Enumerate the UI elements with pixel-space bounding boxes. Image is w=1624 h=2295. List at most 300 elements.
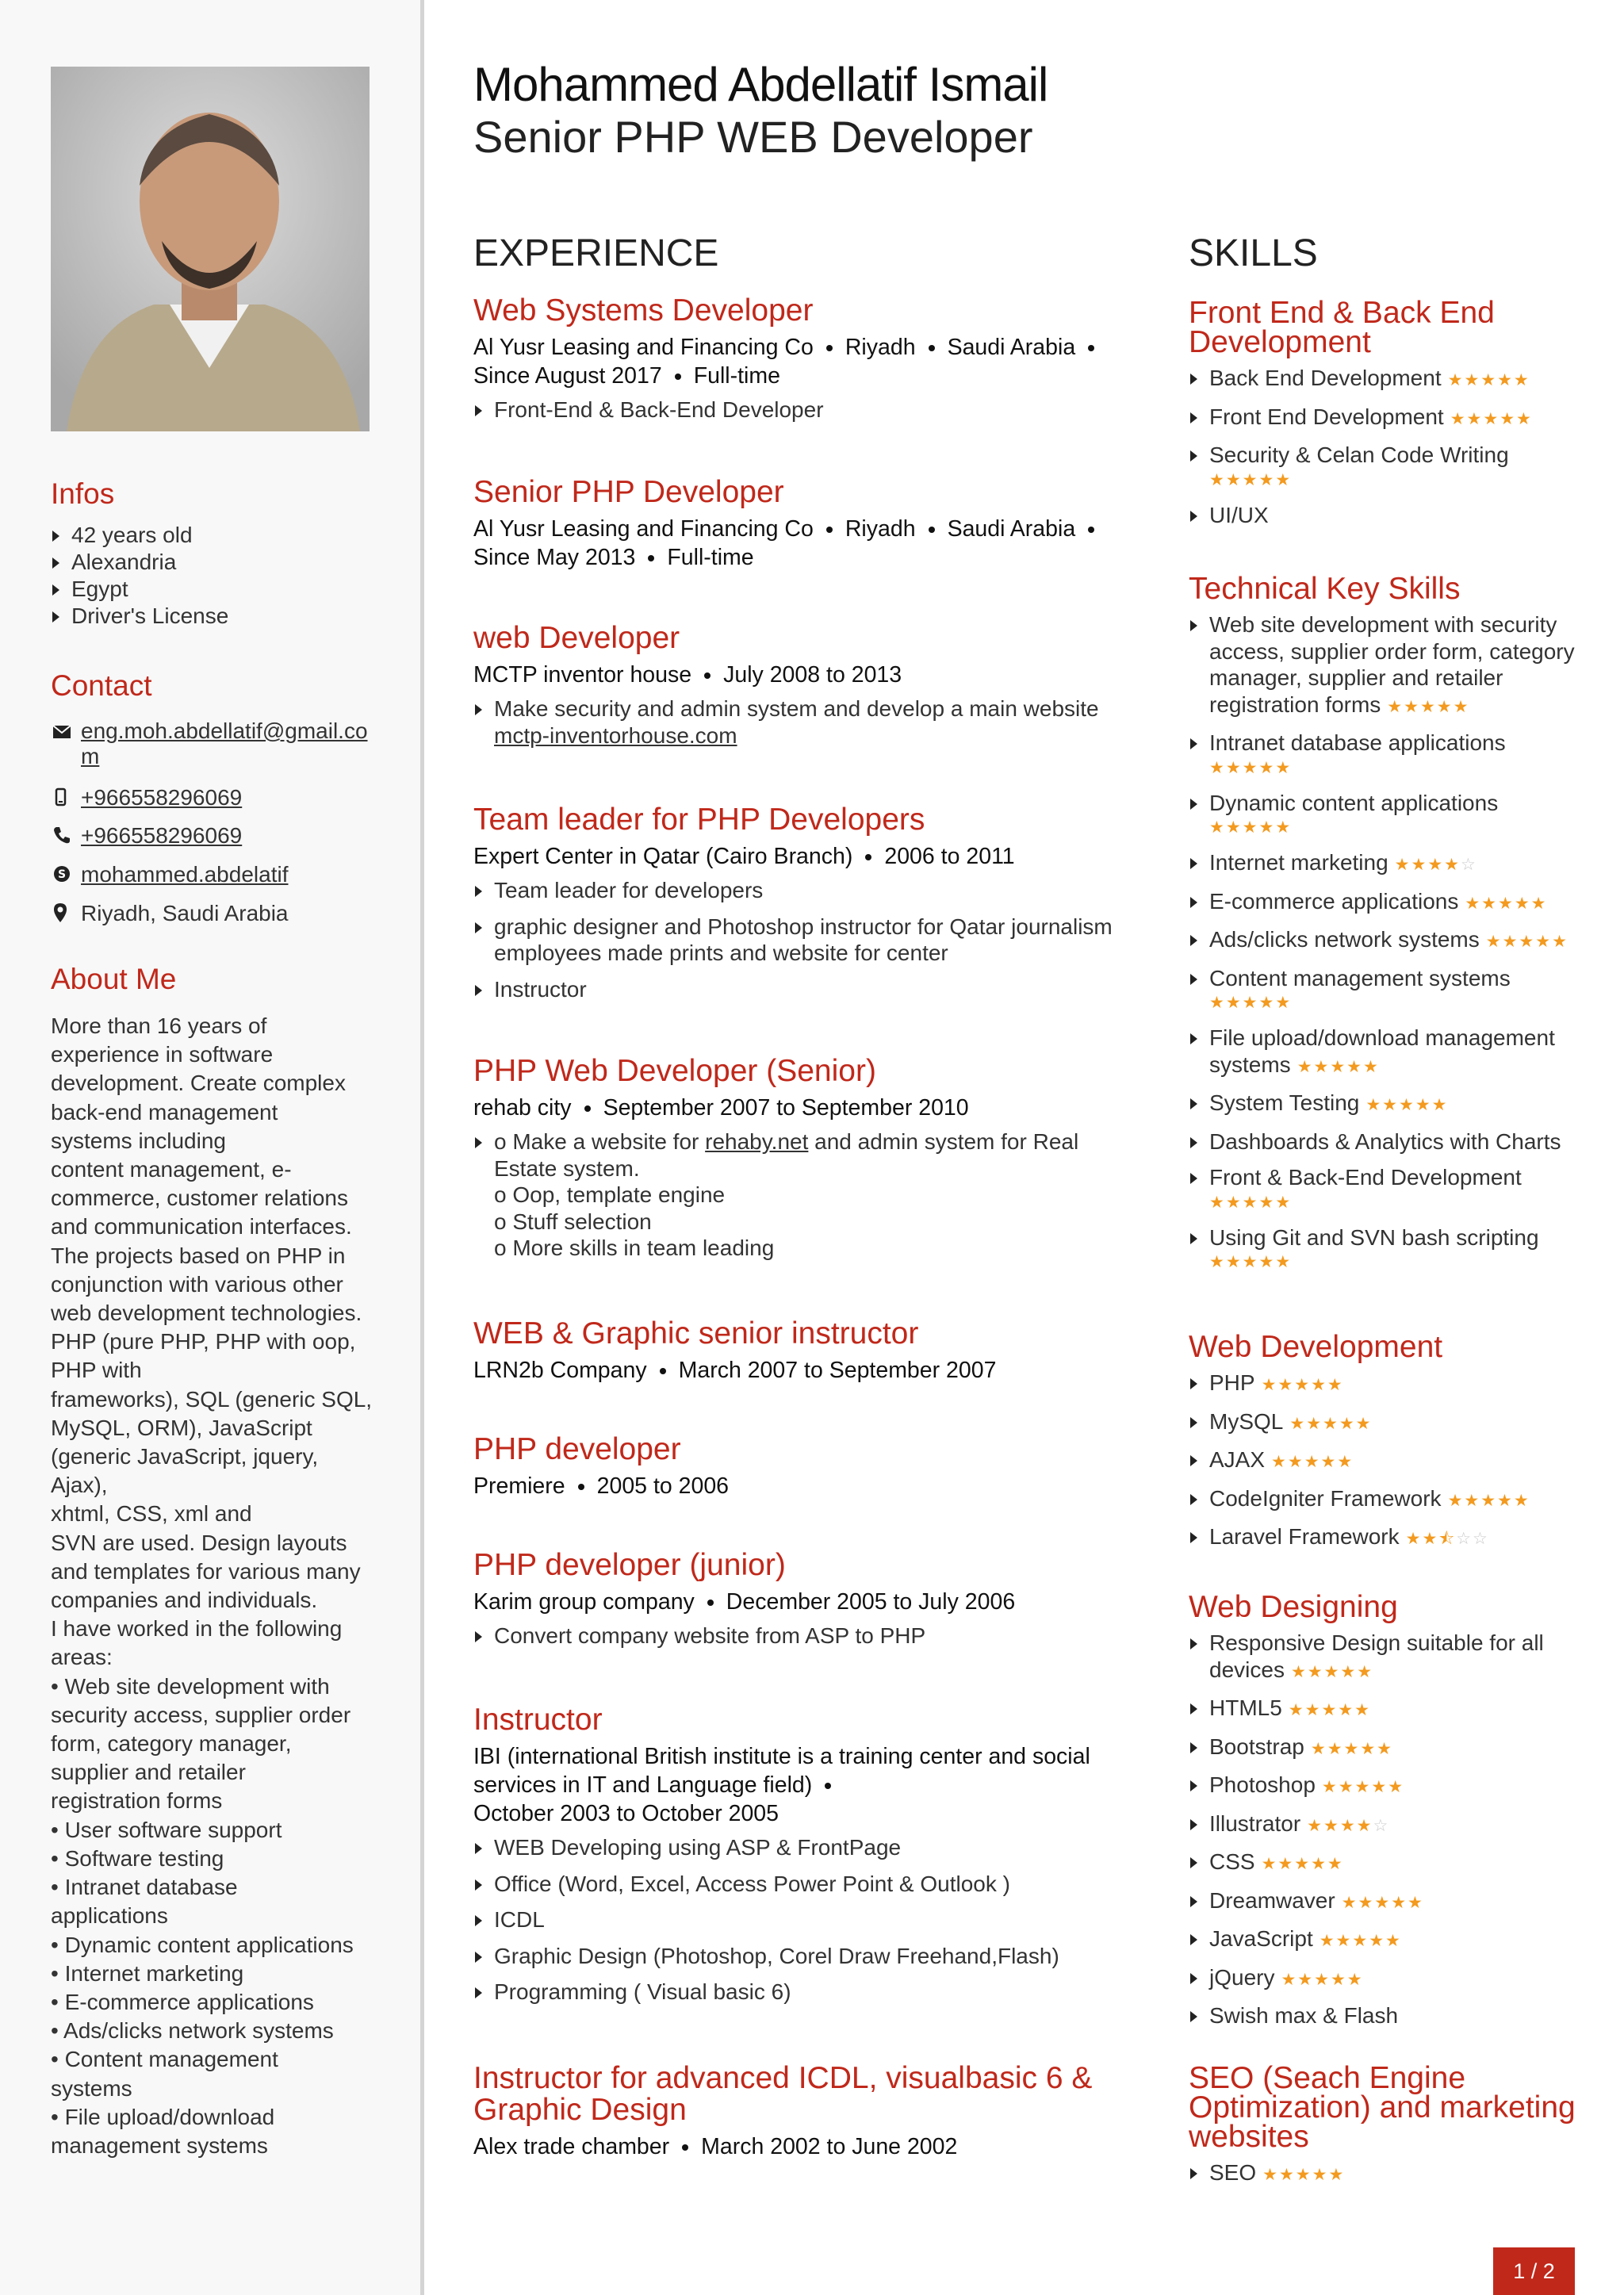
about-title: About Me bbox=[51, 963, 177, 995]
skill-item bbox=[1189, 888, 1577, 918]
skill-item bbox=[1189, 1810, 1577, 1840]
skill-label: File upload/download management systems bbox=[1209, 1025, 1555, 1077]
star-filled-icon: ★ bbox=[1502, 933, 1519, 951]
star-filled-icon: ★ bbox=[1323, 1662, 1341, 1681]
star-filled-icon: ★ bbox=[1289, 1414, 1307, 1433]
phone-icon bbox=[52, 825, 73, 847]
job-title: PHP developer (junior) bbox=[473, 1548, 786, 1582]
dot-separator bbox=[865, 854, 871, 860]
star-filled-icon: ★ bbox=[1275, 758, 1293, 777]
star-rating bbox=[1311, 1740, 1393, 1758]
bullet-arrow-icon bbox=[52, 531, 59, 542]
info-city: Alexandria bbox=[71, 550, 177, 574]
skill-item bbox=[1189, 1849, 1577, 1878]
skill-item bbox=[1189, 730, 1577, 780]
bullet-arrow-icon bbox=[475, 1137, 482, 1148]
bullet-arrow-icon bbox=[475, 1879, 482, 1891]
bullet-arrow-icon bbox=[1190, 450, 1197, 462]
star-rating bbox=[1281, 1971, 1363, 1989]
star-rating bbox=[1209, 1191, 1577, 1215]
star-filled-icon: ★ bbox=[1485, 933, 1503, 951]
skill-label: Using Git and SVN bash scripting bbox=[1209, 1224, 1539, 1250]
dot-separator bbox=[675, 374, 681, 380]
job-period: Since August 2017 bbox=[473, 363, 662, 389]
star-rating bbox=[1262, 1376, 1344, 1394]
star-filled-icon: ★ bbox=[1436, 697, 1454, 716]
skill-item bbox=[1189, 1128, 1577, 1155]
bullet-arrow-icon bbox=[1190, 858, 1197, 869]
dot-separator bbox=[826, 527, 833, 533]
star-filled-icon: ★ bbox=[1271, 1453, 1288, 1471]
star-filled-icon: ★ bbox=[1357, 1662, 1374, 1681]
star-filled-icon: ★ bbox=[1377, 1739, 1393, 1758]
star-filled-icon: ★ bbox=[1352, 1932, 1369, 1950]
star-filled-icon: ★ bbox=[1399, 1096, 1415, 1114]
info-country: Egypt bbox=[71, 577, 128, 601]
job-entry bbox=[473, 295, 1139, 433]
bullet-arrow-icon bbox=[1190, 897, 1197, 908]
skill-item bbox=[1189, 926, 1577, 956]
star-filled-icon: ★ bbox=[1275, 1193, 1293, 1212]
star-filled-icon: ★ bbox=[1275, 818, 1293, 837]
job-country: Saudi Arabia bbox=[947, 335, 1076, 360]
skill-list bbox=[1189, 611, 1577, 1274]
skill-item bbox=[1189, 1630, 1577, 1685]
star-empty-icon: ☆ bbox=[1460, 856, 1477, 874]
skill-item bbox=[1189, 1370, 1577, 1399]
info-license: Driver's License bbox=[71, 603, 229, 628]
star-filled-icon: ★ bbox=[1497, 1491, 1514, 1510]
star-filled-icon: ★ bbox=[1405, 1530, 1423, 1548]
job-title: Senior PHP Developer bbox=[473, 475, 784, 509]
skill-label: Web site development with security access, supplier order form, category manager, supplier and retailer registration forms bbox=[1209, 612, 1575, 717]
bullet-arrow-icon bbox=[1190, 799, 1197, 810]
job-meta bbox=[473, 333, 1139, 390]
star-filled-icon: ★ bbox=[1277, 1855, 1295, 1873]
dot-separator bbox=[707, 1600, 714, 1606]
dot-separator bbox=[825, 1783, 831, 1789]
star-filled-icon: ★ bbox=[1261, 1376, 1278, 1394]
star-filled-icon: ★ bbox=[1483, 409, 1500, 428]
bullet-arrow-icon bbox=[475, 1631, 482, 1642]
star-filled-icon: ★ bbox=[1312, 2166, 1329, 2184]
skype-link[interactable]: mohammed.abdelatif bbox=[81, 862, 289, 887]
star-filled-icon: ★ bbox=[1320, 1453, 1338, 1471]
star-filled-icon: ★ bbox=[1464, 1491, 1481, 1510]
dot-separator bbox=[929, 345, 935, 351]
star-filled-icon: ★ bbox=[1337, 1453, 1354, 1471]
job-bullet bbox=[473, 1943, 1139, 1970]
star-rating bbox=[1289, 1415, 1372, 1433]
skill-label: CSS bbox=[1209, 1849, 1255, 1874]
star-filled-icon: ★ bbox=[1209, 1193, 1226, 1212]
star-filled-icon: ★ bbox=[1356, 1816, 1373, 1835]
star-filled-icon: ★ bbox=[1287, 1453, 1304, 1471]
job-period: December 2005 to July 2006 bbox=[726, 1589, 1016, 1615]
contact-skype[interactable] bbox=[51, 862, 376, 887]
skill-group bbox=[1189, 2063, 1577, 2198]
job-bullet-text: Graphic Design (Photoshop, Corel Draw Freehand,Flash) bbox=[494, 1943, 1059, 1968]
job-period: September 2007 to September 2010 bbox=[603, 1095, 969, 1121]
star-filled-icon: ★ bbox=[1530, 894, 1548, 913]
skill-label: UI/UX bbox=[1209, 502, 1269, 527]
job-entry bbox=[473, 1056, 1139, 1271]
sidebar-divider bbox=[420, 0, 424, 2295]
star-filled-icon: ★ bbox=[1313, 1057, 1331, 1076]
skill-item bbox=[1189, 1408, 1577, 1438]
star-filled-icon: ★ bbox=[1360, 1739, 1377, 1758]
skill-list bbox=[1189, 2159, 1577, 2189]
star-filled-icon: ★ bbox=[1275, 994, 1293, 1012]
star-filled-icon: ★ bbox=[1391, 1893, 1408, 1912]
job-entry bbox=[473, 2063, 1139, 2161]
job-bullet-text: ICDL bbox=[494, 1907, 545, 1932]
job-country: Saudi Arabia bbox=[947, 516, 1076, 542]
dot-separator bbox=[1088, 345, 1094, 351]
infos-title: Infos bbox=[51, 477, 115, 510]
skill-item bbox=[1189, 1090, 1577, 1119]
skill-label: Security & Celan Code Writing bbox=[1209, 443, 1509, 467]
job-title: WEB & Graphic senior instructor bbox=[473, 1316, 919, 1351]
job-bullet bbox=[473, 1834, 1139, 1861]
skill-item bbox=[1189, 2159, 1577, 2189]
skill-item bbox=[1189, 1695, 1577, 1724]
job-company: Alex trade chamber bbox=[473, 2134, 670, 2159]
skill-group-title: Technical Key Skills bbox=[1189, 572, 1461, 606]
skill-group-title: Web Designing bbox=[1189, 1590, 1398, 1624]
skill-group-title: SEO (Seach Engine Optimization) and marketing websites bbox=[1189, 2061, 1576, 2154]
star-filled-icon: ★ bbox=[1464, 371, 1481, 389]
about-text: More than 16 years of experience in software development. Create complex back-end management systems including content management, e- commerce, customer relations and communication interfaces. The projects based on PHP in conjunction with various other web development technologies. PHP (pure PHP, PHP with oop, PHP with frameworks), SQL (generic SQL, MySQL, ORM), JavaScript (generic JavaScript, jquery, Ajax), xhtml, CSS, xml and SVN are used. Design layouts and templates for various many companies and individuals. I have worked in the following areas: • Web site development with security access, supplier order form, category manager, supplier and retailer registration forms • User software support • Software testing • Intranet database applications • Dynamic content applications • Internet marketing • E-commerce applications • Ads/clicks network systems • Content management systems • File upload/download management systems bbox=[51, 1013, 373, 2158]
star-filled-icon: ★ bbox=[1338, 1701, 1355, 1719]
star-filled-icon: ★ bbox=[1369, 1932, 1386, 1950]
bullet-arrow-icon bbox=[1190, 1137, 1197, 1148]
bullet-arrow-icon bbox=[1190, 1494, 1197, 1505]
bullet-arrow-icon bbox=[1190, 1934, 1197, 1945]
job-entry bbox=[473, 623, 1139, 758]
skill-label: AJAX bbox=[1209, 1447, 1266, 1472]
bullet-arrow-icon bbox=[1190, 935, 1197, 946]
job-entry bbox=[473, 1434, 1139, 1500]
job-title: web Developer bbox=[473, 621, 680, 655]
star-filled-icon: ★ bbox=[1535, 933, 1553, 951]
bullet-arrow-icon bbox=[475, 1843, 482, 1854]
skill-item bbox=[1189, 849, 1577, 879]
bullet-arrow-icon bbox=[1190, 1896, 1197, 1907]
job-meta bbox=[473, 1356, 1139, 1385]
star-filled-icon: ★ bbox=[1497, 371, 1514, 389]
skill-item bbox=[1189, 502, 1577, 529]
skill-item bbox=[1189, 1964, 1577, 1994]
star-filled-icon: ★ bbox=[1339, 1414, 1356, 1433]
job-meta bbox=[473, 515, 1139, 572]
job-entry bbox=[473, 1318, 1139, 1385]
bullet-arrow-icon bbox=[475, 886, 482, 897]
star-filled-icon: ★ bbox=[1500, 409, 1517, 428]
star-half-icon: ⯪ bbox=[1438, 1530, 1457, 1548]
dot-separator bbox=[648, 555, 654, 561]
star-filled-icon: ★ bbox=[1374, 1893, 1392, 1912]
bullet-arrow-icon bbox=[1190, 1742, 1197, 1753]
star-filled-icon: ★ bbox=[1480, 1491, 1498, 1510]
star-rating bbox=[1262, 2166, 1345, 2184]
star-filled-icon: ★ bbox=[1444, 856, 1461, 874]
skill-item bbox=[1189, 1164, 1577, 1215]
bullet-arrow-icon bbox=[475, 1915, 482, 1926]
skill-label: Bootstrap bbox=[1209, 1734, 1304, 1759]
star-filled-icon: ★ bbox=[1385, 1932, 1402, 1950]
star-filled-icon: ★ bbox=[1365, 1096, 1383, 1114]
skill-group bbox=[1189, 298, 1577, 538]
star-empty-icon: ☆ bbox=[1373, 1816, 1390, 1835]
contact-title: Contact bbox=[51, 669, 152, 702]
star-filled-icon: ★ bbox=[1294, 1376, 1312, 1394]
job-meta bbox=[473, 1094, 1139, 1122]
job-title: Team leader for PHP Developers bbox=[473, 803, 925, 837]
website-link[interactable]: mctp-inventorhouse.com bbox=[494, 722, 737, 748]
star-filled-icon: ★ bbox=[1427, 856, 1445, 874]
star-rating bbox=[1450, 410, 1533, 428]
bullet-arrow-icon bbox=[1190, 1780, 1197, 1791]
star-filled-icon: ★ bbox=[1277, 1376, 1295, 1394]
star-filled-icon: ★ bbox=[1354, 1778, 1372, 1796]
star-filled-icon: ★ bbox=[1327, 1855, 1344, 1873]
contact-phone[interactable] bbox=[51, 823, 376, 849]
star-empty-icon: ☆ bbox=[1473, 1530, 1489, 1548]
job-period: October 2003 to October 2005 bbox=[473, 1801, 779, 1826]
skill-label: Internet marketing bbox=[1209, 850, 1388, 875]
contact-location bbox=[51, 901, 376, 926]
star-filled-icon: ★ bbox=[1288, 1701, 1305, 1719]
star-filled-icon: ★ bbox=[1481, 894, 1498, 913]
bullet-arrow-icon bbox=[52, 584, 59, 596]
bullet-arrow-icon bbox=[1190, 738, 1197, 749]
info-item bbox=[51, 549, 376, 576]
skill-label: Front End Development bbox=[1209, 404, 1444, 429]
bullet-arrow-icon bbox=[475, 405, 482, 416]
job-period: 2005 to 2006 bbox=[596, 1473, 730, 1499]
star-rating bbox=[1307, 1817, 1389, 1835]
job-bullet bbox=[473, 1128, 1139, 1262]
star-filled-icon: ★ bbox=[1304, 1453, 1321, 1471]
infos-list bbox=[51, 522, 376, 630]
star-filled-icon: ★ bbox=[1363, 1057, 1380, 1076]
star-filled-icon: ★ bbox=[1415, 1096, 1432, 1114]
skill-group bbox=[1189, 1332, 1577, 1562]
skill-item bbox=[1189, 965, 1577, 1016]
star-filled-icon: ★ bbox=[1514, 894, 1531, 913]
star-filled-icon: ★ bbox=[1297, 1970, 1315, 1989]
info-item bbox=[51, 576, 376, 603]
star-filled-icon: ★ bbox=[1346, 1970, 1364, 1989]
skill-label: Swish max & Flash bbox=[1209, 2003, 1399, 2028]
profile-photo bbox=[51, 67, 370, 431]
job-bullet-text: graphic designer and Photoshop instructor for Qatar journalism employees made prints and website for center bbox=[494, 914, 1119, 965]
star-filled-icon: ★ bbox=[1321, 1778, 1339, 1796]
star-rating bbox=[1448, 1492, 1530, 1510]
job-type: Full-time bbox=[693, 363, 780, 389]
star-rating bbox=[1322, 1778, 1404, 1796]
job-company: Karim group company bbox=[473, 1589, 695, 1615]
star-filled-icon: ★ bbox=[1453, 697, 1470, 716]
mobile-link[interactable]: +966558296069 bbox=[81, 785, 243, 810]
bullet-arrow-icon bbox=[475, 985, 482, 996]
skill-group bbox=[1189, 574, 1577, 1284]
job-bullet-text: WEB Developing using ASP & FrontPage bbox=[494, 1835, 902, 1860]
job-meta bbox=[473, 1472, 1139, 1500]
star-filled-icon: ★ bbox=[1258, 818, 1276, 837]
star-filled-icon: ★ bbox=[1209, 818, 1226, 837]
email-link[interactable]: eng.moh.abdellatif@gmail.com bbox=[81, 718, 368, 768]
star-filled-icon: ★ bbox=[1295, 2166, 1312, 2184]
job-bullet-text: Team leader for developers bbox=[494, 878, 764, 902]
star-filled-icon: ★ bbox=[1343, 1739, 1361, 1758]
job-company: Premiere bbox=[473, 1473, 565, 1499]
star-filled-icon: ★ bbox=[1358, 1893, 1375, 1912]
job-meta bbox=[473, 1742, 1139, 1828]
candidate-name: Mohammed Abdellatif Ismail bbox=[473, 58, 1048, 111]
star-filled-icon: ★ bbox=[1307, 1662, 1324, 1681]
star-filled-icon: ★ bbox=[1209, 758, 1226, 777]
job-bullet-text: Convert company website from ASP to PHP bbox=[494, 1623, 926, 1648]
bullet-arrow-icon bbox=[1190, 1703, 1197, 1715]
star-filled-icon: ★ bbox=[1450, 409, 1467, 428]
job-bullet-text: o Make a website for bbox=[494, 1129, 706, 1154]
star-filled-icon: ★ bbox=[1327, 1739, 1344, 1758]
job-entry bbox=[473, 477, 1139, 572]
bullet-arrow-icon bbox=[1190, 620, 1197, 631]
star-rating bbox=[1365, 1096, 1448, 1114]
skill-label: Dreamwaver bbox=[1209, 1887, 1335, 1913]
job-title: Instructor for advanced ICDL, visualbasic 6 & Graphic Design bbox=[473, 2061, 1093, 2127]
job-meta bbox=[473, 842, 1139, 871]
contact-mobile[interactable] bbox=[51, 785, 376, 810]
contact-email[interactable] bbox=[51, 718, 376, 769]
skill-item bbox=[1189, 1485, 1577, 1515]
skill-label: Front & Back-End Development bbox=[1209, 1165, 1522, 1190]
job-meta bbox=[473, 2132, 1139, 2161]
skill-label: CodeIgniter Framework bbox=[1209, 1485, 1442, 1511]
star-filled-icon: ★ bbox=[1262, 2166, 1279, 2184]
skill-label: Dashboards & Analytics with Charts bbox=[1209, 1128, 1561, 1154]
job-entry bbox=[473, 1704, 1139, 2015]
bullet-arrow-icon bbox=[1190, 1417, 1197, 1428]
star-filled-icon: ★ bbox=[1382, 1096, 1399, 1114]
job-period: March 2007 to September 2007 bbox=[678, 1358, 997, 1383]
star-rating bbox=[1209, 991, 1577, 1015]
skill-label: E-commerce applications bbox=[1209, 888, 1459, 914]
dot-separator bbox=[584, 1105, 591, 1112]
star-filled-icon: ★ bbox=[1242, 818, 1259, 837]
star-filled-icon: ★ bbox=[1340, 1662, 1358, 1681]
star-filled-icon: ★ bbox=[1411, 856, 1428, 874]
job-bullet bbox=[473, 1906, 1139, 1933]
bullet-arrow-icon bbox=[1190, 1233, 1197, 1244]
skill-item bbox=[1189, 1734, 1577, 1763]
bullet-arrow-icon bbox=[1190, 1532, 1197, 1543]
bullet-arrow-icon bbox=[475, 704, 482, 715]
skill-label: jQuery bbox=[1209, 1964, 1275, 1990]
job-title: PHP Web Developer (Senior) bbox=[473, 1054, 876, 1088]
star-filled-icon: ★ bbox=[1258, 1193, 1276, 1212]
star-filled-icon: ★ bbox=[1242, 758, 1259, 777]
star-rating bbox=[1465, 895, 1547, 913]
star-filled-icon: ★ bbox=[1447, 371, 1465, 389]
skill-item bbox=[1189, 1025, 1577, 1080]
job-meta bbox=[473, 661, 1139, 689]
skill-item bbox=[1189, 442, 1577, 492]
bullet-arrow-icon bbox=[1190, 1098, 1197, 1109]
star-filled-icon: ★ bbox=[1404, 697, 1420, 716]
star-filled-icon: ★ bbox=[1330, 1970, 1347, 1989]
star-filled-icon: ★ bbox=[1513, 1491, 1530, 1510]
star-rating bbox=[1486, 933, 1568, 951]
skill-label: SEO bbox=[1209, 2160, 1257, 2185]
phone-link[interactable]: +966558296069 bbox=[81, 823, 243, 848]
job-bullet bbox=[473, 695, 1139, 749]
mobile-phone-icon bbox=[52, 787, 73, 809]
skill-item bbox=[1189, 365, 1577, 394]
website-link[interactable]: rehaby.net bbox=[705, 1129, 809, 1154]
skill-item bbox=[1189, 1887, 1577, 1917]
job-bullet bbox=[473, 397, 1139, 423]
bullet-arrow-icon bbox=[1190, 1033, 1197, 1044]
star-filled-icon: ★ bbox=[1339, 1816, 1357, 1835]
info-item bbox=[51, 522, 376, 549]
skill-label: Laravel Framework bbox=[1209, 1524, 1400, 1549]
star-rating bbox=[1209, 816, 1577, 840]
star-filled-icon: ★ bbox=[1431, 1096, 1449, 1114]
star-filled-icon: ★ bbox=[1338, 1778, 1355, 1796]
star-filled-icon: ★ bbox=[1328, 2166, 1346, 2184]
star-filled-icon: ★ bbox=[1310, 1739, 1327, 1758]
bullet-arrow-icon bbox=[1190, 412, 1197, 423]
star-rating bbox=[1406, 1530, 1489, 1548]
bullet-arrow-icon bbox=[475, 1987, 482, 1998]
job-title: PHP developer bbox=[473, 1432, 681, 1466]
bullet-arrow-icon bbox=[1190, 974, 1197, 985]
star-filled-icon: ★ bbox=[1311, 1855, 1327, 1873]
star-filled-icon: ★ bbox=[1335, 1932, 1353, 1950]
job-company: MCTP inventor house bbox=[473, 662, 692, 688]
bullet-arrow-icon bbox=[1190, 1173, 1197, 1184]
bullet-arrow-icon bbox=[1190, 1378, 1197, 1389]
star-filled-icon: ★ bbox=[1209, 994, 1226, 1012]
star-filled-icon: ★ bbox=[1516, 409, 1533, 428]
star-filled-icon: ★ bbox=[1304, 1701, 1322, 1719]
bullet-arrow-icon bbox=[1190, 374, 1197, 385]
star-filled-icon: ★ bbox=[1297, 1057, 1314, 1076]
job-company: Expert Center in Qatar (Cairo Branch) bbox=[473, 844, 853, 869]
bullet-arrow-icon bbox=[1190, 1819, 1197, 1830]
job-company: LRN2b Company bbox=[473, 1358, 647, 1383]
star-empty-icon: ☆ bbox=[1456, 1530, 1473, 1548]
job-period: March 2002 to June 2002 bbox=[701, 2134, 958, 2159]
star-rating bbox=[1209, 469, 1577, 492]
skill-label: HTML5 bbox=[1209, 1695, 1282, 1720]
bullet-arrow-icon bbox=[52, 611, 59, 623]
skill-item bbox=[1189, 1772, 1577, 1801]
star-rating bbox=[1209, 757, 1577, 780]
star-rating bbox=[1448, 371, 1530, 389]
job-bullets bbox=[473, 1623, 1139, 1649]
skill-list bbox=[1189, 365, 1577, 528]
map-pin-icon bbox=[52, 902, 73, 925]
skill-label: Intranet database applications bbox=[1209, 730, 1506, 755]
skill-label: System Testing bbox=[1209, 1090, 1360, 1115]
experience-title: EXPERIENCE bbox=[473, 232, 719, 274]
job-type: Full-time bbox=[667, 545, 754, 570]
